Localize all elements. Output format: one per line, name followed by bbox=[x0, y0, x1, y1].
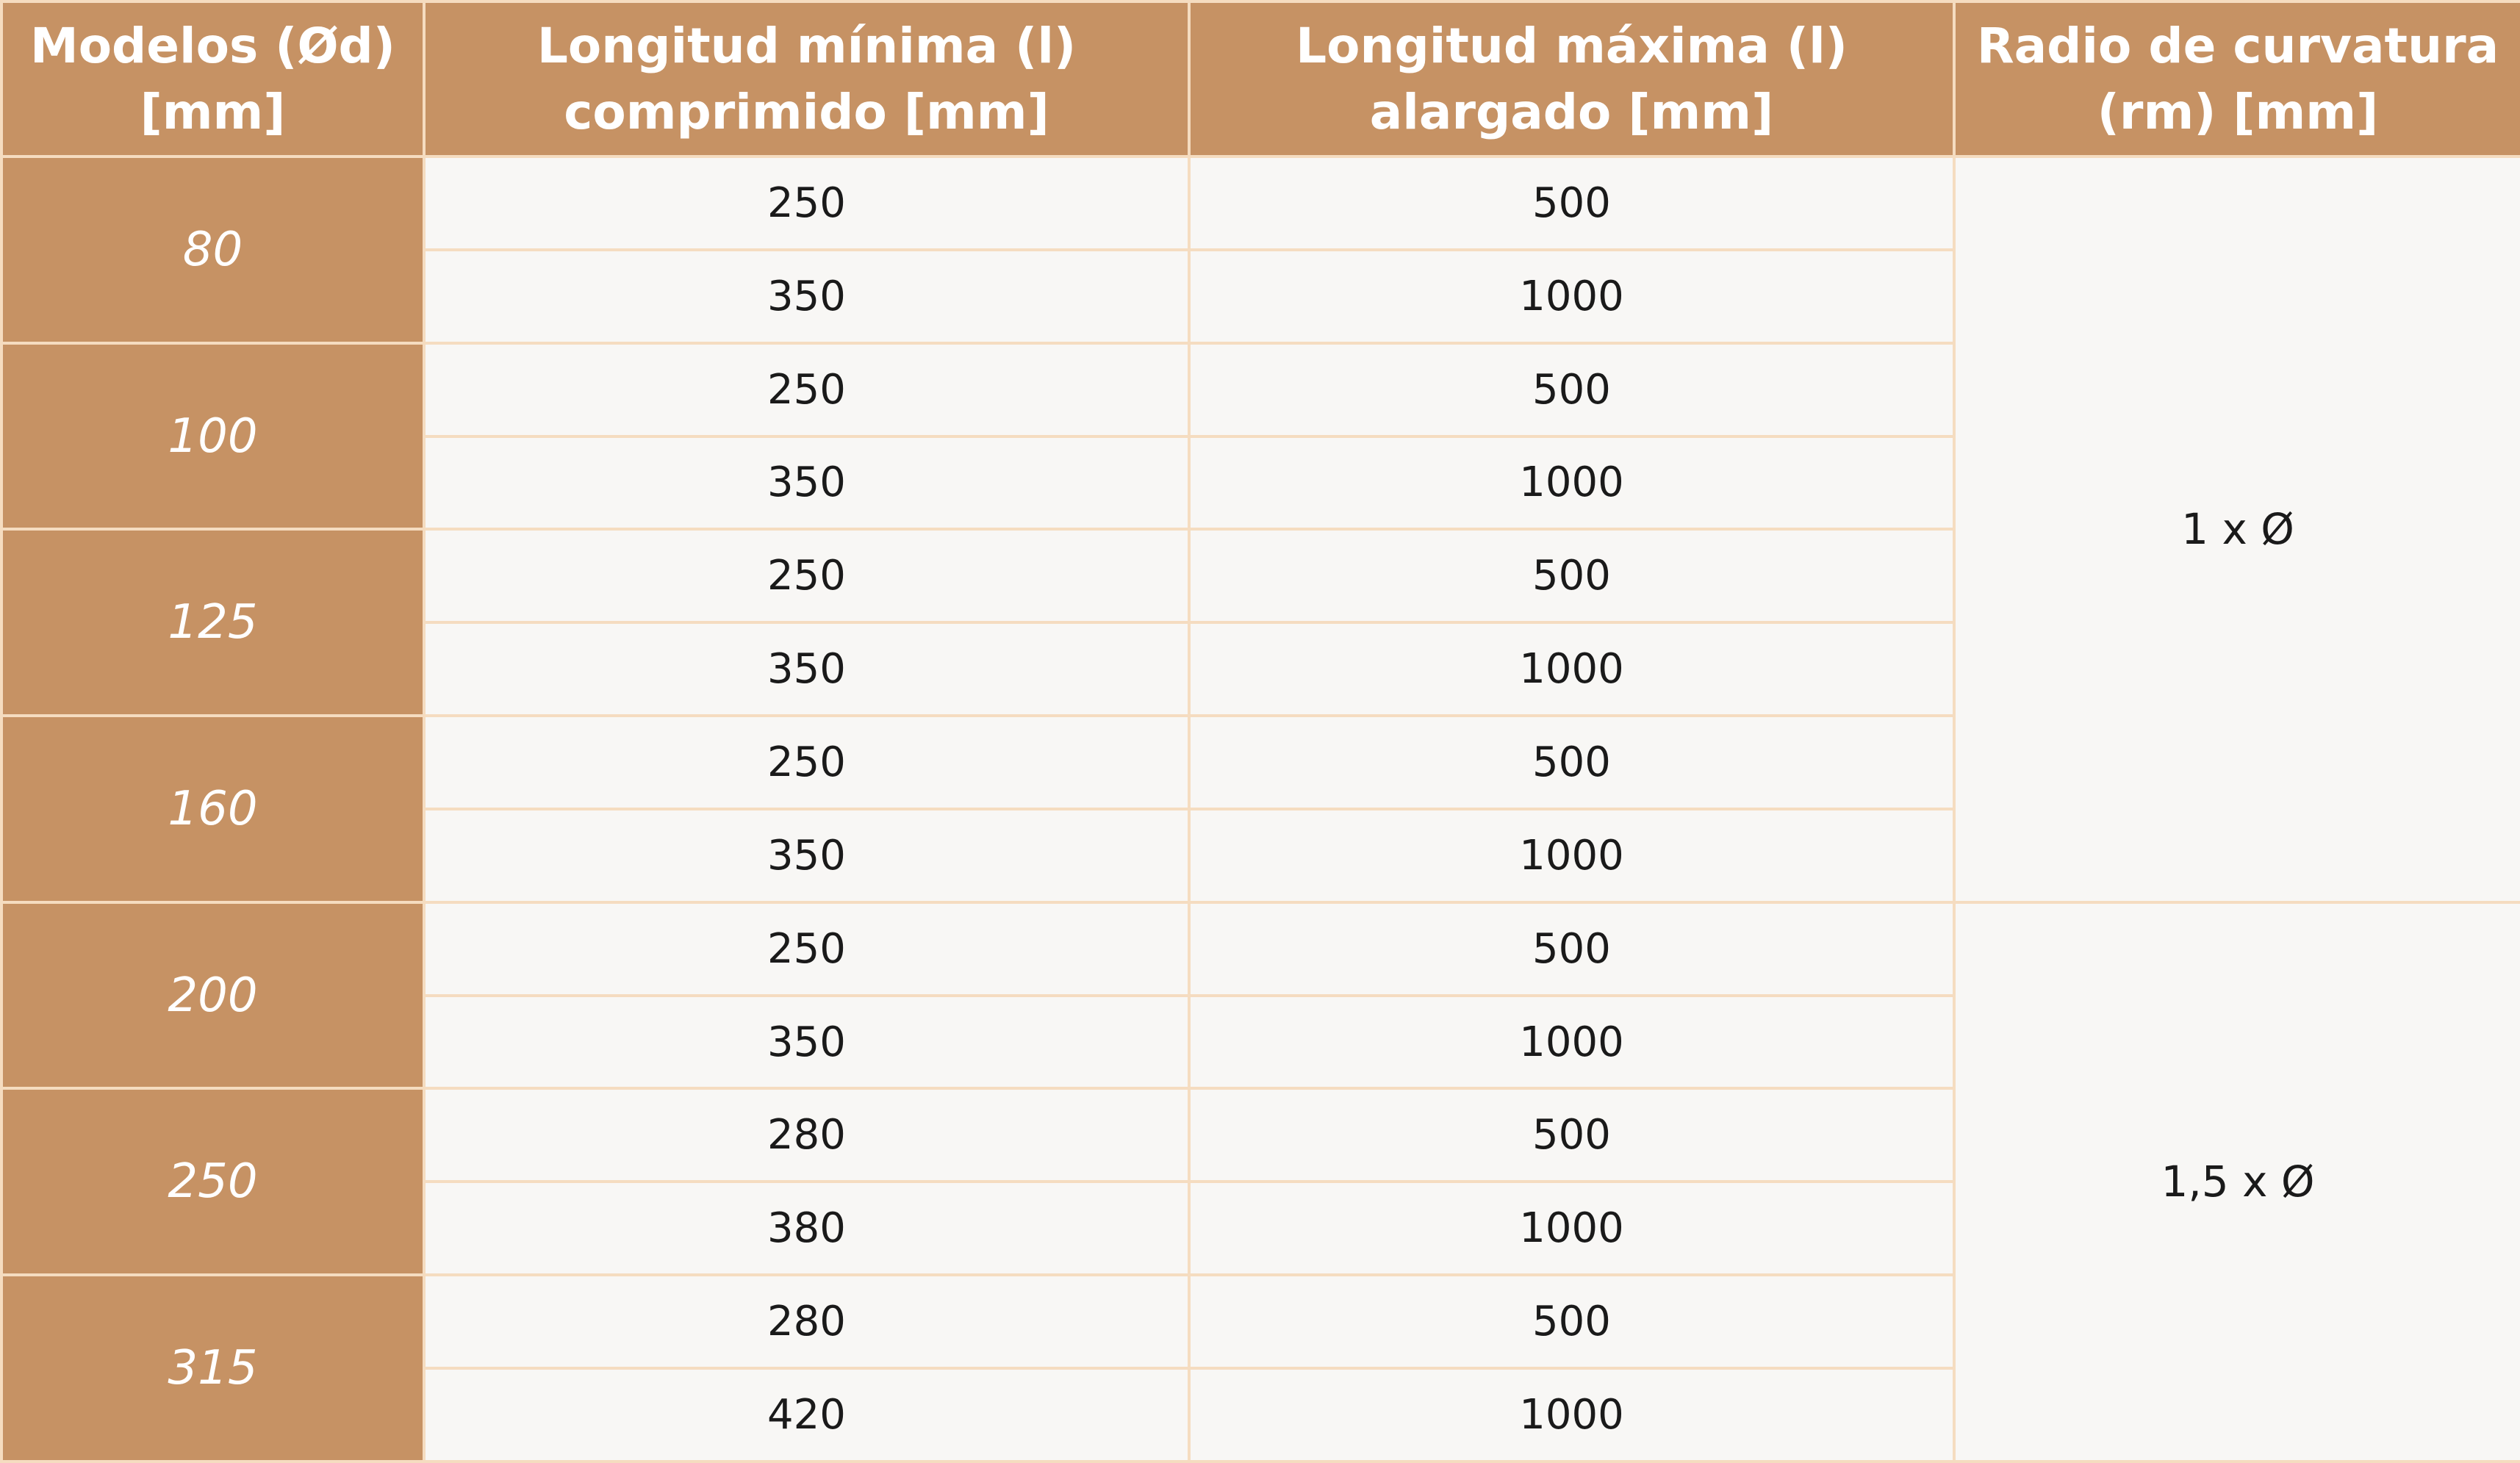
header-max-length: Longitud máxima (l) alargado [mm] bbox=[1189, 1, 1954, 157]
min-length-cell: 250 bbox=[424, 343, 1189, 436]
min-length-cell: 350 bbox=[424, 436, 1189, 530]
header-min-length: Longitud mínima (l) comprimido [mm] bbox=[424, 1, 1189, 157]
min-length-cell: 250 bbox=[424, 716, 1189, 809]
min-length-cell: 250 bbox=[424, 529, 1189, 622]
max-length-cell: 500 bbox=[1189, 343, 1954, 436]
min-length-cell: 380 bbox=[424, 1182, 1189, 1275]
max-length-cell: 1000 bbox=[1189, 996, 1954, 1089]
header-radius: Radio de curvatura (rm) [mm] bbox=[1954, 1, 2520, 157]
radius-cell: 1,5 x Ø bbox=[1954, 902, 2520, 1462]
min-length-cell: 280 bbox=[424, 1088, 1189, 1182]
min-length-cell: 350 bbox=[424, 250, 1189, 343]
min-length-cell: 250 bbox=[424, 902, 1189, 996]
max-length-cell: 1000 bbox=[1189, 809, 1954, 902]
max-length-cell: 1000 bbox=[1189, 436, 1954, 530]
table-row bbox=[1, 902, 2520, 996]
radius-cell: 1 x Ø bbox=[1954, 157, 2520, 902]
min-length-cell: 350 bbox=[424, 996, 1189, 1089]
max-length-cell: 500 bbox=[1189, 1275, 1954, 1368]
table-row bbox=[1, 157, 2520, 250]
model-diameter-cell: 160 bbox=[1, 716, 424, 902]
max-length-cell: 500 bbox=[1189, 716, 1954, 809]
max-length-cell: 500 bbox=[1189, 902, 1954, 996]
header-row bbox=[1, 1, 2520, 157]
model-diameter-cell: 250 bbox=[1, 1088, 424, 1275]
model-diameter-cell: 200 bbox=[1, 902, 424, 1089]
max-length-cell: 1000 bbox=[1189, 622, 1954, 716]
model-diameter-cell: 100 bbox=[1, 343, 424, 530]
max-length-cell: 500 bbox=[1189, 1088, 1954, 1182]
min-length-cell: 280 bbox=[424, 1275, 1189, 1368]
max-length-cell: 1000 bbox=[1189, 1368, 1954, 1462]
max-length-cell: 500 bbox=[1189, 529, 1954, 622]
header-model: Modelos (Ød) [mm] bbox=[1, 1, 424, 157]
model-diameter-cell: 80 bbox=[1, 157, 424, 343]
max-length-cell: 1000 bbox=[1189, 1182, 1954, 1275]
model-diameter-cell: 125 bbox=[1, 529, 424, 716]
max-length-cell: 500 bbox=[1189, 157, 1954, 250]
max-length-cell: 1000 bbox=[1189, 250, 1954, 343]
min-length-cell: 350 bbox=[424, 622, 1189, 716]
model-diameter-cell: 315 bbox=[1, 1275, 424, 1462]
min-length-cell: 250 bbox=[424, 157, 1189, 250]
min-length-cell: 420 bbox=[424, 1368, 1189, 1462]
min-length-cell: 350 bbox=[424, 809, 1189, 902]
